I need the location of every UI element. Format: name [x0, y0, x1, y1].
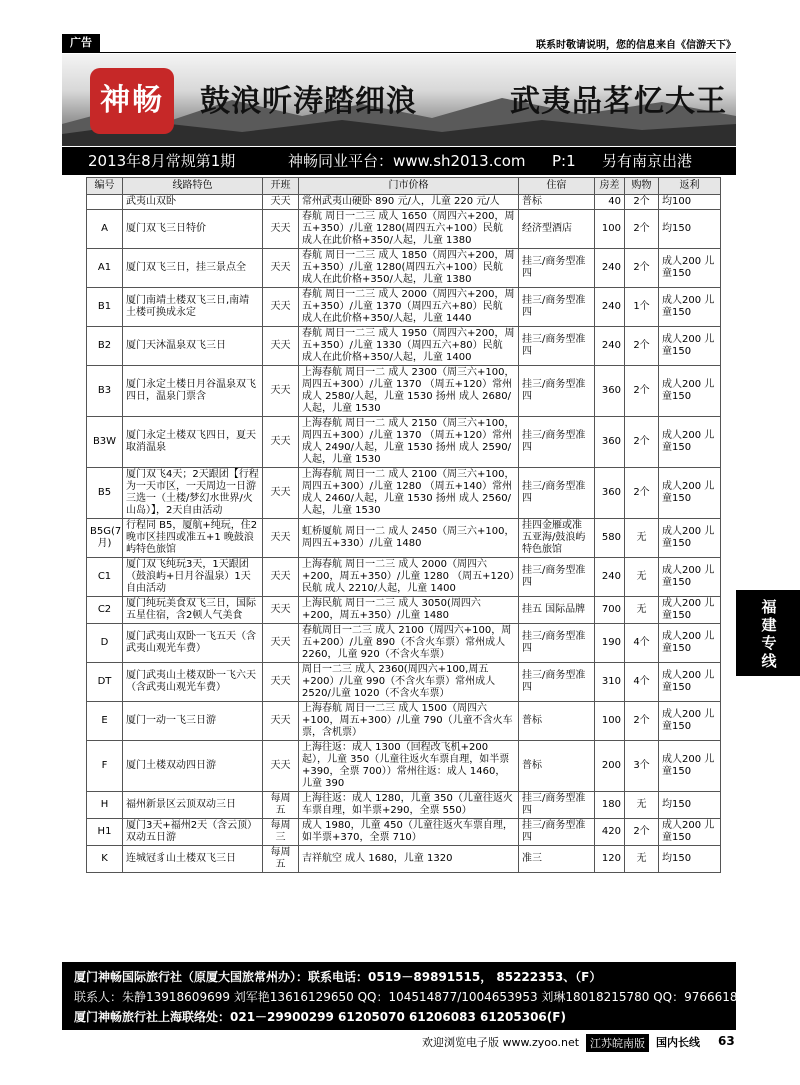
cell-price: 虹桥厦航 周日一二 成人 2450（周三六+100，周四五+330）/儿童 1480	[299, 519, 519, 558]
cell-hotel: 挂五 国际品牌	[519, 597, 595, 624]
cell-schedule: 每周五	[263, 792, 299, 819]
cell-schedule: 天天	[263, 558, 299, 597]
cell-route: 厦门双飞三日，挂三景点全	[123, 249, 263, 288]
table-row	[87, 624, 721, 663]
table-row	[87, 741, 721, 792]
section-name: 国内长线	[656, 1036, 700, 1049]
cell-hotel: 普标	[519, 195, 595, 210]
cell-rebate: 成人200 儿童150	[659, 558, 721, 597]
cell-shop: 4个	[625, 663, 659, 702]
cell-price: 春航周日一二三 成人 2100（周四六+100，周五+200）/儿童 890（不含火车票）常州成人 2260，儿童 920（不含火车票）	[299, 624, 519, 663]
cell-diff: 120	[595, 846, 625, 873]
cell-price: 成人 1980，儿童 450（儿童往返火车票自理，如半票+370，全票 710）	[299, 819, 519, 846]
cell-code: B1	[87, 288, 123, 327]
cell-diff: 240	[595, 288, 625, 327]
cell-route: 武夷山双卧	[123, 195, 263, 210]
agency-line: 厦门神畅国际旅行社（原厦大国旅常州办）：联系电话：0519－89891515， 85222353、（F）	[74, 970, 602, 984]
cell-price: 春航 周日一二三 成人 1650（周四六+200，周五+350）/儿童 1280(周四五六+100）民航 成人在此价格+350/人起，儿童 1380	[299, 210, 519, 249]
cell-code: B5	[87, 468, 123, 519]
cell-schedule: 天天	[263, 249, 299, 288]
cell-rebate: 均150	[659, 210, 721, 249]
cell-shop: 2个	[625, 702, 659, 741]
cell-shop: 2个	[625, 366, 659, 417]
cell-code: B5G(7月)	[87, 519, 123, 558]
cell-price: 春航 周日一二三 成人 1850（周四六+200，周五+350）/儿童 1280(周四五六+100）民航 成人在此价格+350/人起，儿童 1380	[299, 249, 519, 288]
cell-shop: 4个	[625, 624, 659, 663]
table-row	[87, 249, 721, 288]
cell-code: H1	[87, 819, 123, 846]
brand-seal-logo: 神畅	[90, 68, 174, 134]
cell-rebate: 成人200 儿童150	[659, 597, 721, 624]
section-char: 建	[761, 616, 777, 634]
cell-code: DT	[87, 663, 123, 702]
cell-hotel: 准三	[519, 846, 595, 873]
cell-rebate: 成人200 儿童150	[659, 288, 721, 327]
cell-hotel: 挂四金雁或准五亚海/鼓浪屿特色旅馆	[519, 519, 595, 558]
table-row	[87, 210, 721, 249]
cell-hotel: 挂三/商务型准四	[519, 468, 595, 519]
cell-shop: 无	[625, 792, 659, 819]
cell-route: 连城冠豸山土楼双飞三日	[123, 846, 263, 873]
page-label: P:1	[552, 152, 576, 170]
cell-hotel: 挂三/商务型准四	[519, 663, 595, 702]
cell-schedule: 天天	[263, 327, 299, 366]
table-row	[87, 558, 721, 597]
cell-route: 行程同 B5，厦航+纯玩，住2晚市区挂四或准五+1 晚鼓浪屿特色旅馆	[123, 519, 263, 558]
cell-diff: 360	[595, 366, 625, 417]
cell-diff: 420	[595, 819, 625, 846]
cell-price: 常州武夷山硬卧 890 元/人，儿童 220 元/人	[299, 195, 519, 210]
cell-schedule: 天天	[263, 366, 299, 417]
cell-hotel: 普标	[519, 702, 595, 741]
cell-price: 上海春航 周日一二 成人 2300（周三六+100，周四五+300）/儿童 1370 （周五+120）常州 成人 2580/人起，儿童 1530 扬州 成人 2680/人起，儿童 1530	[299, 366, 519, 417]
issue-label: 2013年8月常规第1期	[88, 152, 236, 170]
ad-tag: 广告	[62, 34, 100, 52]
cell-route: 厦门双飞三日特价	[123, 210, 263, 249]
cell-schedule: 天天	[263, 597, 299, 624]
cell-route: 厦门一动一飞三日游	[123, 702, 263, 741]
cell-rebate: 均150	[659, 792, 721, 819]
cell-route: 厦门土楼双动四日游	[123, 741, 263, 792]
cell-hotel: 挂三/商务型准四	[519, 288, 595, 327]
cell-code: H	[87, 792, 123, 819]
col-header: 编号	[87, 178, 123, 195]
cell-code: F	[87, 741, 123, 792]
cell-schedule: 天天	[263, 663, 299, 702]
cell-rebate: 成人200 儿童150	[659, 702, 721, 741]
cell-schedule: 天天	[263, 468, 299, 519]
cell-schedule: 天天	[263, 702, 299, 741]
cell-route: 厦门武夷山土楼双卧一飞六天（含武夷山观光车费）	[123, 663, 263, 702]
cell-price: 上海民航 周日一二三 成人 3050(周四六+200，周五+350）/儿童 1480	[299, 597, 519, 624]
cell-schedule: 天天	[263, 288, 299, 327]
cell-route: 厦门永定土楼双飞四日，夏天取消温泉	[123, 417, 263, 468]
cell-hotel: 挂三/商务型准四	[519, 366, 595, 417]
cell-schedule: 天天	[263, 210, 299, 249]
cell-diff: 310	[595, 663, 625, 702]
cell-shop: 无	[625, 846, 659, 873]
cell-shop: 2个	[625, 327, 659, 366]
cell-rebate: 成人200 儿童150	[659, 417, 721, 468]
table-row	[87, 597, 721, 624]
cell-hotel: 普标	[519, 741, 595, 792]
cell-rebate: 成人200 儿童150	[659, 327, 721, 366]
cell-hotel: 挂三/商务型准四	[519, 327, 595, 366]
cell-rebate: 均150	[659, 846, 721, 873]
cell-shop: 无	[625, 597, 659, 624]
cell-rebate: 成人200 儿童150	[659, 741, 721, 792]
cell-diff: 200	[595, 741, 625, 792]
cell-shop: 无	[625, 519, 659, 558]
cell-diff: 240	[595, 249, 625, 288]
issue-bar	[62, 147, 736, 175]
cell-hotel: 挂三/商务型准四	[519, 792, 595, 819]
cell-rebate: 成人200 儿童150	[659, 249, 721, 288]
cell-code: C1	[87, 558, 123, 597]
cell-price: 上海往返：成人 1300（回程改飞机+200 起），儿童 350（儿童往返火车票自理，如半票+390，全票 700））常州往返：成人 1460，儿童 390	[299, 741, 519, 792]
slogan-left: 鼓浪听涛踏细浪	[200, 84, 417, 119]
cell-code: A	[87, 210, 123, 249]
table-row	[87, 792, 721, 819]
page-number: 63	[718, 1034, 735, 1048]
col-header: 房差	[595, 178, 625, 195]
cell-price: 春航 周日一二三 成人 2000（周四六+200，周五+350）/儿童 1370（周四五六+80）民航 成人在此价格+350/人起，儿童 1440	[299, 288, 519, 327]
cell-diff: 360	[595, 468, 625, 519]
cell-route: 厦门南靖土楼双飞三日,南靖土楼可换成永定	[123, 288, 263, 327]
cell-rebate: 成人200 儿童150	[659, 366, 721, 417]
table-row	[87, 663, 721, 702]
cell-code: K	[87, 846, 123, 873]
source-note: 联系时敬请说明，您的信息来自《信游天下》	[536, 40, 736, 51]
cell-diff: 240	[595, 558, 625, 597]
slogan-right: 武夷品茗忆大王	[510, 84, 727, 119]
cell-route: 厦门双飞4天；2天跟团【行程为一天市区，一天周边一日游三选一（土楼/梦幻水世界/火山岛）】，2天自由活动	[123, 468, 263, 519]
cell-rebate: 成人200 儿童150	[659, 519, 721, 558]
cell-code: B3W	[87, 417, 123, 468]
cell-hotel: 经济型酒店	[519, 210, 595, 249]
cell-diff: 240	[595, 327, 625, 366]
cell-code: B2	[87, 327, 123, 366]
cell-shop: 3个	[625, 741, 659, 792]
section-char: 线	[761, 652, 777, 670]
cell-diff: 700	[595, 597, 625, 624]
cell-schedule: 天天	[263, 741, 299, 792]
cell-shop: 2个	[625, 417, 659, 468]
edition-badge: 江苏皖南版	[586, 1034, 649, 1052]
col-header: 住宿	[519, 178, 595, 195]
cell-price: 吉祥航空 成人 1680，儿童 1320	[299, 846, 519, 873]
cell-route: 厦门纯玩美食双飞三日，国际五星住宿，含2顿人气美食	[123, 597, 263, 624]
page-footer	[400, 1032, 736, 1050]
table-row	[87, 327, 721, 366]
welcome-text: 欢迎浏览电子版 www.zyoo.net	[422, 1036, 580, 1049]
cell-hotel: 挂三/商务型准四	[519, 819, 595, 846]
cell-hotel: 挂三/商务型准四	[519, 558, 595, 597]
cell-rebate: 成人200 儿童150	[659, 819, 721, 846]
contacts-line: 联系人：朱静13918609699 刘军艳13616129650 QQ：104514877/1004653953 刘琳18018215780 QQ：976661829	[74, 990, 753, 1004]
cell-schedule: 每周三	[263, 819, 299, 846]
table-row	[87, 519, 721, 558]
shanghai-office-line: 厦门神畅旅行社上海联络处：021－29900299 61205070 61206083 61205306(F)	[74, 1010, 566, 1024]
cell-code: C2	[87, 597, 123, 624]
cell-route: 厦门永定土楼日月谷温泉双飞四日，温泉门票含	[123, 366, 263, 417]
cell-code: A1	[87, 249, 123, 288]
cell-code: E	[87, 702, 123, 741]
cell-shop: 1个	[625, 288, 659, 327]
cell-diff: 190	[595, 624, 625, 663]
cell-route: 厦门天沐温泉双飞三日	[123, 327, 263, 366]
cell-shop: 2个	[625, 468, 659, 519]
col-header: 线路特色	[123, 178, 263, 195]
cell-shop: 2个	[625, 249, 659, 288]
table-row	[87, 702, 721, 741]
section-char: 专	[761, 634, 777, 652]
cell-price: 上海往返：成人 1280，儿童 350（儿童往返火车票自理，如半票+290，全票 550）	[299, 792, 519, 819]
cell-shop: 2个	[625, 819, 659, 846]
table-row	[87, 846, 721, 873]
cell-price: 上海春航 周日一二三 成人 1500（周四六+100，周五+300）/儿童 790（儿童不含火车票，含机票）	[299, 702, 519, 741]
cell-rebate: 成人200 儿童150	[659, 624, 721, 663]
cell-schedule: 每周五	[263, 846, 299, 873]
cell-price: 上海春航 周日一二三 成人 2000（周四六+200，周五+350）/儿童 1280 （周五+120）民航 成人 2210/人起，儿童 1400	[299, 558, 519, 597]
col-header: 返利	[659, 178, 721, 195]
cell-price: 春航 周日一二三 成人 1950（周四六+200，周五+350）/儿童 1330（周四五六+80）民航 成人在此价格+350/人起，儿童 1400	[299, 327, 519, 366]
cell-hotel: 挂三/商务型准四	[519, 417, 595, 468]
platform-label: 神畅同业平台：www.sh2013.com	[288, 152, 526, 170]
col-header: 购物	[625, 178, 659, 195]
cell-code: D	[87, 624, 123, 663]
cell-shop: 无	[625, 558, 659, 597]
col-header: 开班	[263, 178, 299, 195]
cell-rebate: 均100	[659, 195, 721, 210]
cell-diff: 180	[595, 792, 625, 819]
cell-schedule: 天天	[263, 195, 299, 210]
cell-schedule: 天天	[263, 417, 299, 468]
cell-diff: 100	[595, 702, 625, 741]
section-char: 福	[761, 598, 777, 616]
cell-hotel: 挂三/商务型准四	[519, 249, 595, 288]
cell-route: 厦门3天+福州2天（含云顶）双动五日游	[123, 819, 263, 846]
cell-rebate: 成人200 儿童150	[659, 468, 721, 519]
cell-diff: 580	[595, 519, 625, 558]
table-row	[87, 468, 721, 519]
contact-footer	[62, 962, 753, 1030]
cell-schedule: 天天	[263, 519, 299, 558]
cell-diff: 100	[595, 210, 625, 249]
cell-price: 周日一二三 成人 2360(周四六+100,周五+200）/儿童 990（不含火车票）常州成人 2520/儿童 1020（不含火车票）	[299, 663, 519, 702]
cell-rebate: 成人200 儿童150	[659, 663, 721, 702]
cell-schedule: 天天	[263, 624, 299, 663]
table-row	[87, 819, 721, 846]
extra-label: 另有南京出港	[602, 152, 693, 170]
cell-code	[87, 195, 123, 210]
table-row	[87, 366, 721, 417]
cell-code: B3	[87, 366, 123, 417]
table-header-row	[87, 178, 721, 195]
cell-price: 上海春航 周日一二 成人 2100（周三六+100，周四五+300）/儿童 1280 （周五+140）常州 成人 2460/人起，儿童 1530 扬州 成人 2560/人起，儿童 1530	[299, 468, 519, 519]
cell-route: 厦门武夷山双卧一飞五天（含武夷山观光车费）	[123, 624, 263, 663]
route-table	[86, 177, 721, 873]
cell-route: 福州新景区云顶双动三日	[123, 792, 263, 819]
table-row	[87, 417, 721, 468]
section-tab	[736, 590, 800, 676]
cell-shop: 2个	[625, 195, 659, 210]
col-header: 门市价格	[299, 178, 519, 195]
cell-diff: 360	[595, 417, 625, 468]
cell-shop: 2个	[625, 210, 659, 249]
cell-route: 厦门双飞纯玩3天，1天跟团（鼓浪屿+日月谷温泉）1天自由活动	[123, 558, 263, 597]
table-row	[87, 195, 721, 210]
cell-diff: 40	[595, 195, 625, 210]
cell-price: 上海春航 周日一二 成人 2150（周三六+100，周四五+300）/儿童 1370 （周五+120）常州 成人 2490/人起，儿童 1530 扬州 成人 2590/人起，儿童 1530	[299, 417, 519, 468]
banner	[62, 54, 736, 146]
table-row	[87, 288, 721, 327]
cell-hotel: 挂三/商务型准四	[519, 624, 595, 663]
